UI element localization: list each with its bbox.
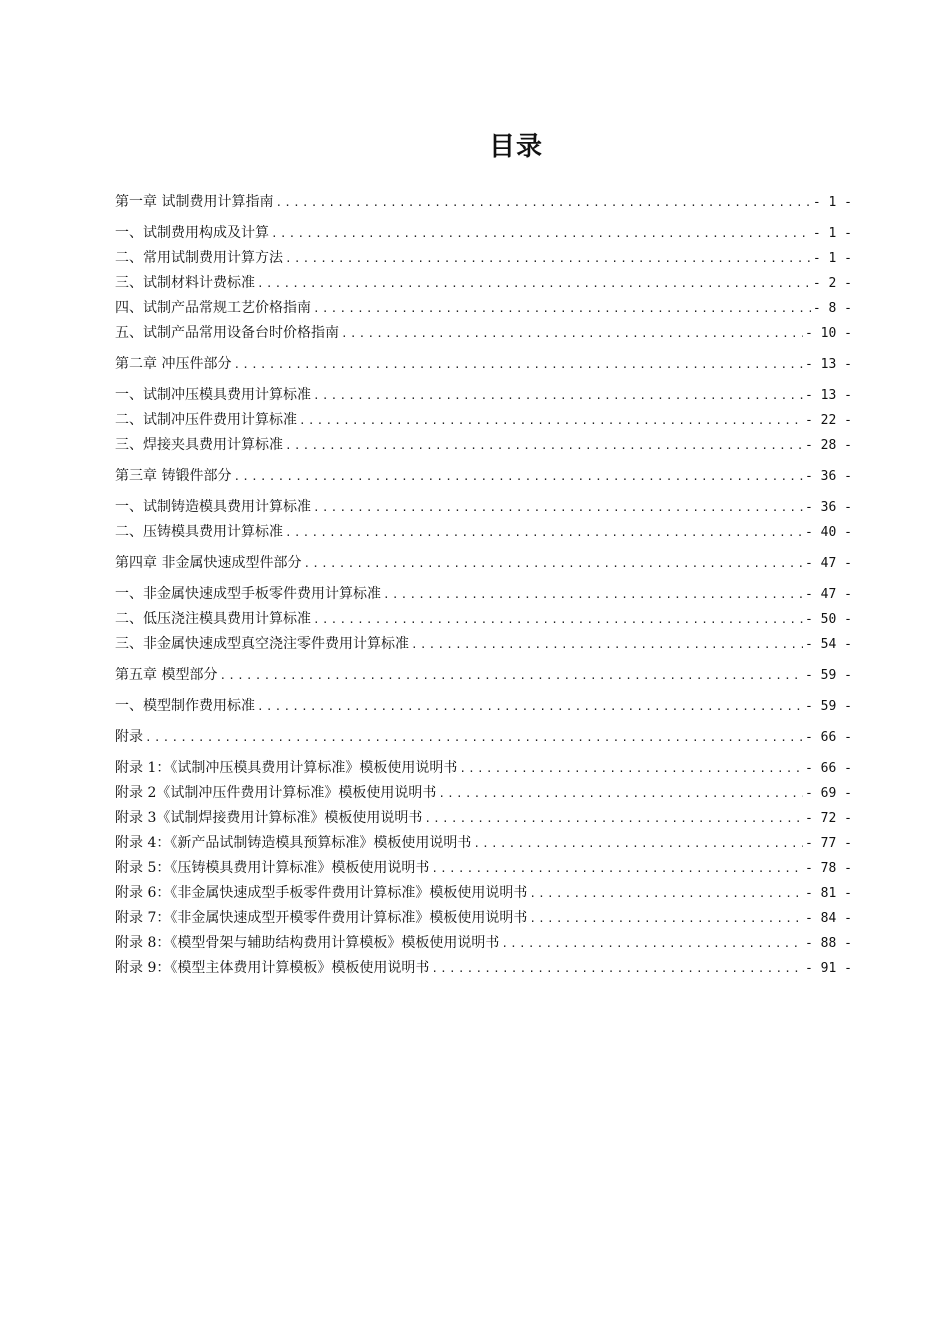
toc-entry[interactable]	[115, 856, 852, 881]
dot-leader	[473, 831, 803, 856]
toc-entry-label: 第一章 试制费用计算指南	[115, 194, 274, 210]
toc-entry-label: 二、常用试制费用计算方法	[115, 250, 283, 266]
dot-leader	[303, 551, 803, 576]
toc-entry-page: - 22 -	[805, 413, 852, 428]
dot-leader	[411, 632, 803, 657]
toc-entry[interactable]	[115, 582, 852, 607]
toc-entry-page: - 1 -	[812, 251, 852, 266]
toc-entry-label: 第五章 模型部分	[115, 667, 218, 683]
toc-entry-page: - 59 -	[805, 699, 852, 714]
toc-entry[interactable]	[115, 433, 852, 458]
toc-entry-label: 附录 5：《压铸模具费用计算标准》模板使用说明书	[115, 860, 430, 876]
toc-entry[interactable]	[115, 464, 852, 489]
dot-leader	[257, 694, 803, 719]
toc-entry-page: - 10 -	[805, 326, 852, 341]
toc-entry-label: 附录	[115, 729, 143, 745]
toc-entry-page: - 47 -	[805, 587, 852, 602]
toc-entry-label: 四、试制产品常规工艺价格指南	[115, 300, 311, 316]
toc-entry[interactable]	[115, 520, 852, 545]
toc-entry[interactable]	[115, 831, 852, 856]
toc-entry[interactable]	[115, 781, 852, 806]
toc-entry-page: - 40 -	[805, 525, 852, 540]
toc-entry-label: 附录 6：《非金属快速成型手板零件费用计算标准》模板使用说明书	[115, 885, 528, 901]
toc-entry[interactable]	[115, 221, 852, 246]
dot-leader	[313, 495, 803, 520]
dot-leader	[438, 781, 803, 806]
toc-entry-page: - 50 -	[805, 612, 852, 627]
toc-entry-page: - 88 -	[805, 936, 852, 951]
toc-entry-label: 一、模型制作费用标准	[115, 698, 255, 714]
dot-leader	[219, 663, 803, 688]
dot-leader	[383, 582, 803, 607]
toc-entry-page: - 77 -	[805, 836, 852, 851]
toc-entry-label: 附录 3《试制焊接费用计算标准》模板使用说明书	[115, 810, 423, 826]
toc-entry-label: 附录 8：《模型骨架与辅助结构费用计算模板》模板使用说明书	[115, 935, 500, 951]
toc-entry[interactable]	[115, 956, 852, 981]
toc-entry-page: - 36 -	[805, 500, 852, 515]
toc-entry[interactable]	[115, 906, 852, 931]
toc-entry[interactable]	[115, 756, 852, 781]
dot-leader	[341, 321, 803, 346]
toc-entry-label: 第二章 冲压件部分	[115, 356, 232, 372]
dot-leader	[285, 246, 811, 271]
toc-entry-label: 一、非金属快速成型手板零件费用计算标准	[115, 586, 381, 602]
toc-entry-label: 一、试制费用构成及计算	[115, 225, 269, 241]
dot-leader	[313, 607, 803, 632]
table-of-contents	[115, 190, 852, 981]
toc-entry-page: - 84 -	[805, 911, 852, 926]
toc-entry[interactable]	[115, 931, 852, 956]
toc-entry[interactable]	[115, 607, 852, 632]
dot-leader	[459, 756, 803, 781]
dot-leader	[299, 408, 803, 433]
dot-leader	[501, 931, 803, 956]
toc-entry[interactable]	[115, 881, 852, 906]
toc-entry-page: - 47 -	[805, 556, 852, 571]
toc-entry-label: 五、试制产品常用设备台时价格指南	[115, 325, 339, 341]
dot-leader	[313, 296, 811, 321]
toc-entry-label: 一、试制冲压模具费用计算标准	[115, 387, 311, 403]
toc-entry-label: 二、压铸模具费用计算标准	[115, 524, 283, 540]
toc-entry-label: 第四章 非金属快速成型件部分	[115, 555, 302, 571]
toc-entry-page: - 36 -	[805, 469, 852, 484]
dot-leader	[424, 806, 803, 831]
toc-entry-page: - 59 -	[805, 668, 852, 683]
toc-entry[interactable]	[115, 725, 852, 750]
toc-entry-label: 附录 9：《模型主体费用计算模板》模板使用说明书	[115, 960, 430, 976]
toc-entry-label: 一、试制铸造模具费用计算标准	[115, 499, 311, 515]
dot-leader	[271, 221, 811, 246]
toc-entry[interactable]	[115, 190, 852, 215]
toc-entry-page: - 2 -	[812, 276, 852, 291]
dot-leader	[285, 520, 803, 545]
toc-entry-page: - 13 -	[805, 357, 852, 372]
toc-entry-page: - 13 -	[805, 388, 852, 403]
toc-entry-label: 附录 7：《非金属快速成型开模零件费用计算标准》模板使用说明书	[115, 910, 528, 926]
dot-leader	[285, 433, 803, 458]
toc-entry-label: 三、试制材料计费标准	[115, 275, 255, 291]
toc-entry[interactable]	[115, 663, 852, 688]
toc-entry-page: - 81 -	[805, 886, 852, 901]
toc-entry-label: 二、试制冲压件费用计算标准	[115, 412, 297, 428]
dot-leader	[529, 906, 803, 931]
toc-entry[interactable]	[115, 694, 852, 719]
toc-entry-page: - 1 -	[812, 195, 852, 210]
toc-entry[interactable]	[115, 271, 852, 296]
toc-entry[interactable]	[115, 321, 852, 346]
dot-leader	[431, 956, 803, 981]
toc-entry[interactable]	[115, 383, 852, 408]
toc-entry[interactable]	[115, 632, 852, 657]
toc-entry-page: - 72 -	[805, 811, 852, 826]
toc-entry-page: - 8 -	[812, 301, 852, 316]
toc-entry[interactable]	[115, 246, 852, 271]
dot-leader	[529, 881, 803, 906]
dot-leader	[275, 190, 810, 215]
dot-leader	[233, 464, 803, 489]
page-title: 目录	[488, 132, 543, 162]
toc-entry-label: 附录 2《试制冲压件费用计算标准》模板使用说明书	[115, 785, 437, 801]
toc-entry-label: 附录 4：《新产品试制铸造模具预算标准》模板使用说明书	[115, 835, 472, 851]
toc-entry-label: 三、焊接夹具费用计算标准	[115, 437, 283, 453]
toc-entry-page: - 28 -	[805, 438, 852, 453]
toc-entry[interactable]	[115, 495, 852, 520]
toc-entry[interactable]	[115, 408, 852, 433]
toc-entry[interactable]	[115, 806, 852, 831]
dot-leader	[431, 856, 803, 881]
toc-entry-label: 二、低压浇注模具费用计算标准	[115, 611, 311, 627]
toc-entry-page: - 54 -	[805, 637, 852, 652]
toc-entry[interactable]	[115, 551, 852, 576]
toc-entry-page: - 78 -	[805, 861, 852, 876]
toc-entry-page: - 66 -	[805, 761, 852, 776]
dot-leader	[257, 271, 811, 296]
dot-leader	[233, 352, 803, 377]
toc-entry-label: 三、非金属快速成型真空浇注零件费用计算标准	[115, 636, 409, 652]
toc-entry-label: 第三章 铸锻件部分	[115, 468, 232, 484]
toc-entry-page: - 69 -	[805, 786, 852, 801]
toc-entry-page: - 91 -	[805, 961, 852, 976]
toc-entry[interactable]	[115, 296, 852, 321]
toc-entry[interactable]	[115, 352, 852, 377]
dot-leader	[313, 383, 803, 408]
dot-leader	[145, 725, 803, 750]
toc-entry-page: - 66 -	[805, 730, 852, 745]
toc-entry-page: - 1 -	[812, 226, 852, 241]
toc-entry-label: 附录 1：《试制冲压模具费用计算标准》模板使用说明书	[115, 760, 458, 776]
